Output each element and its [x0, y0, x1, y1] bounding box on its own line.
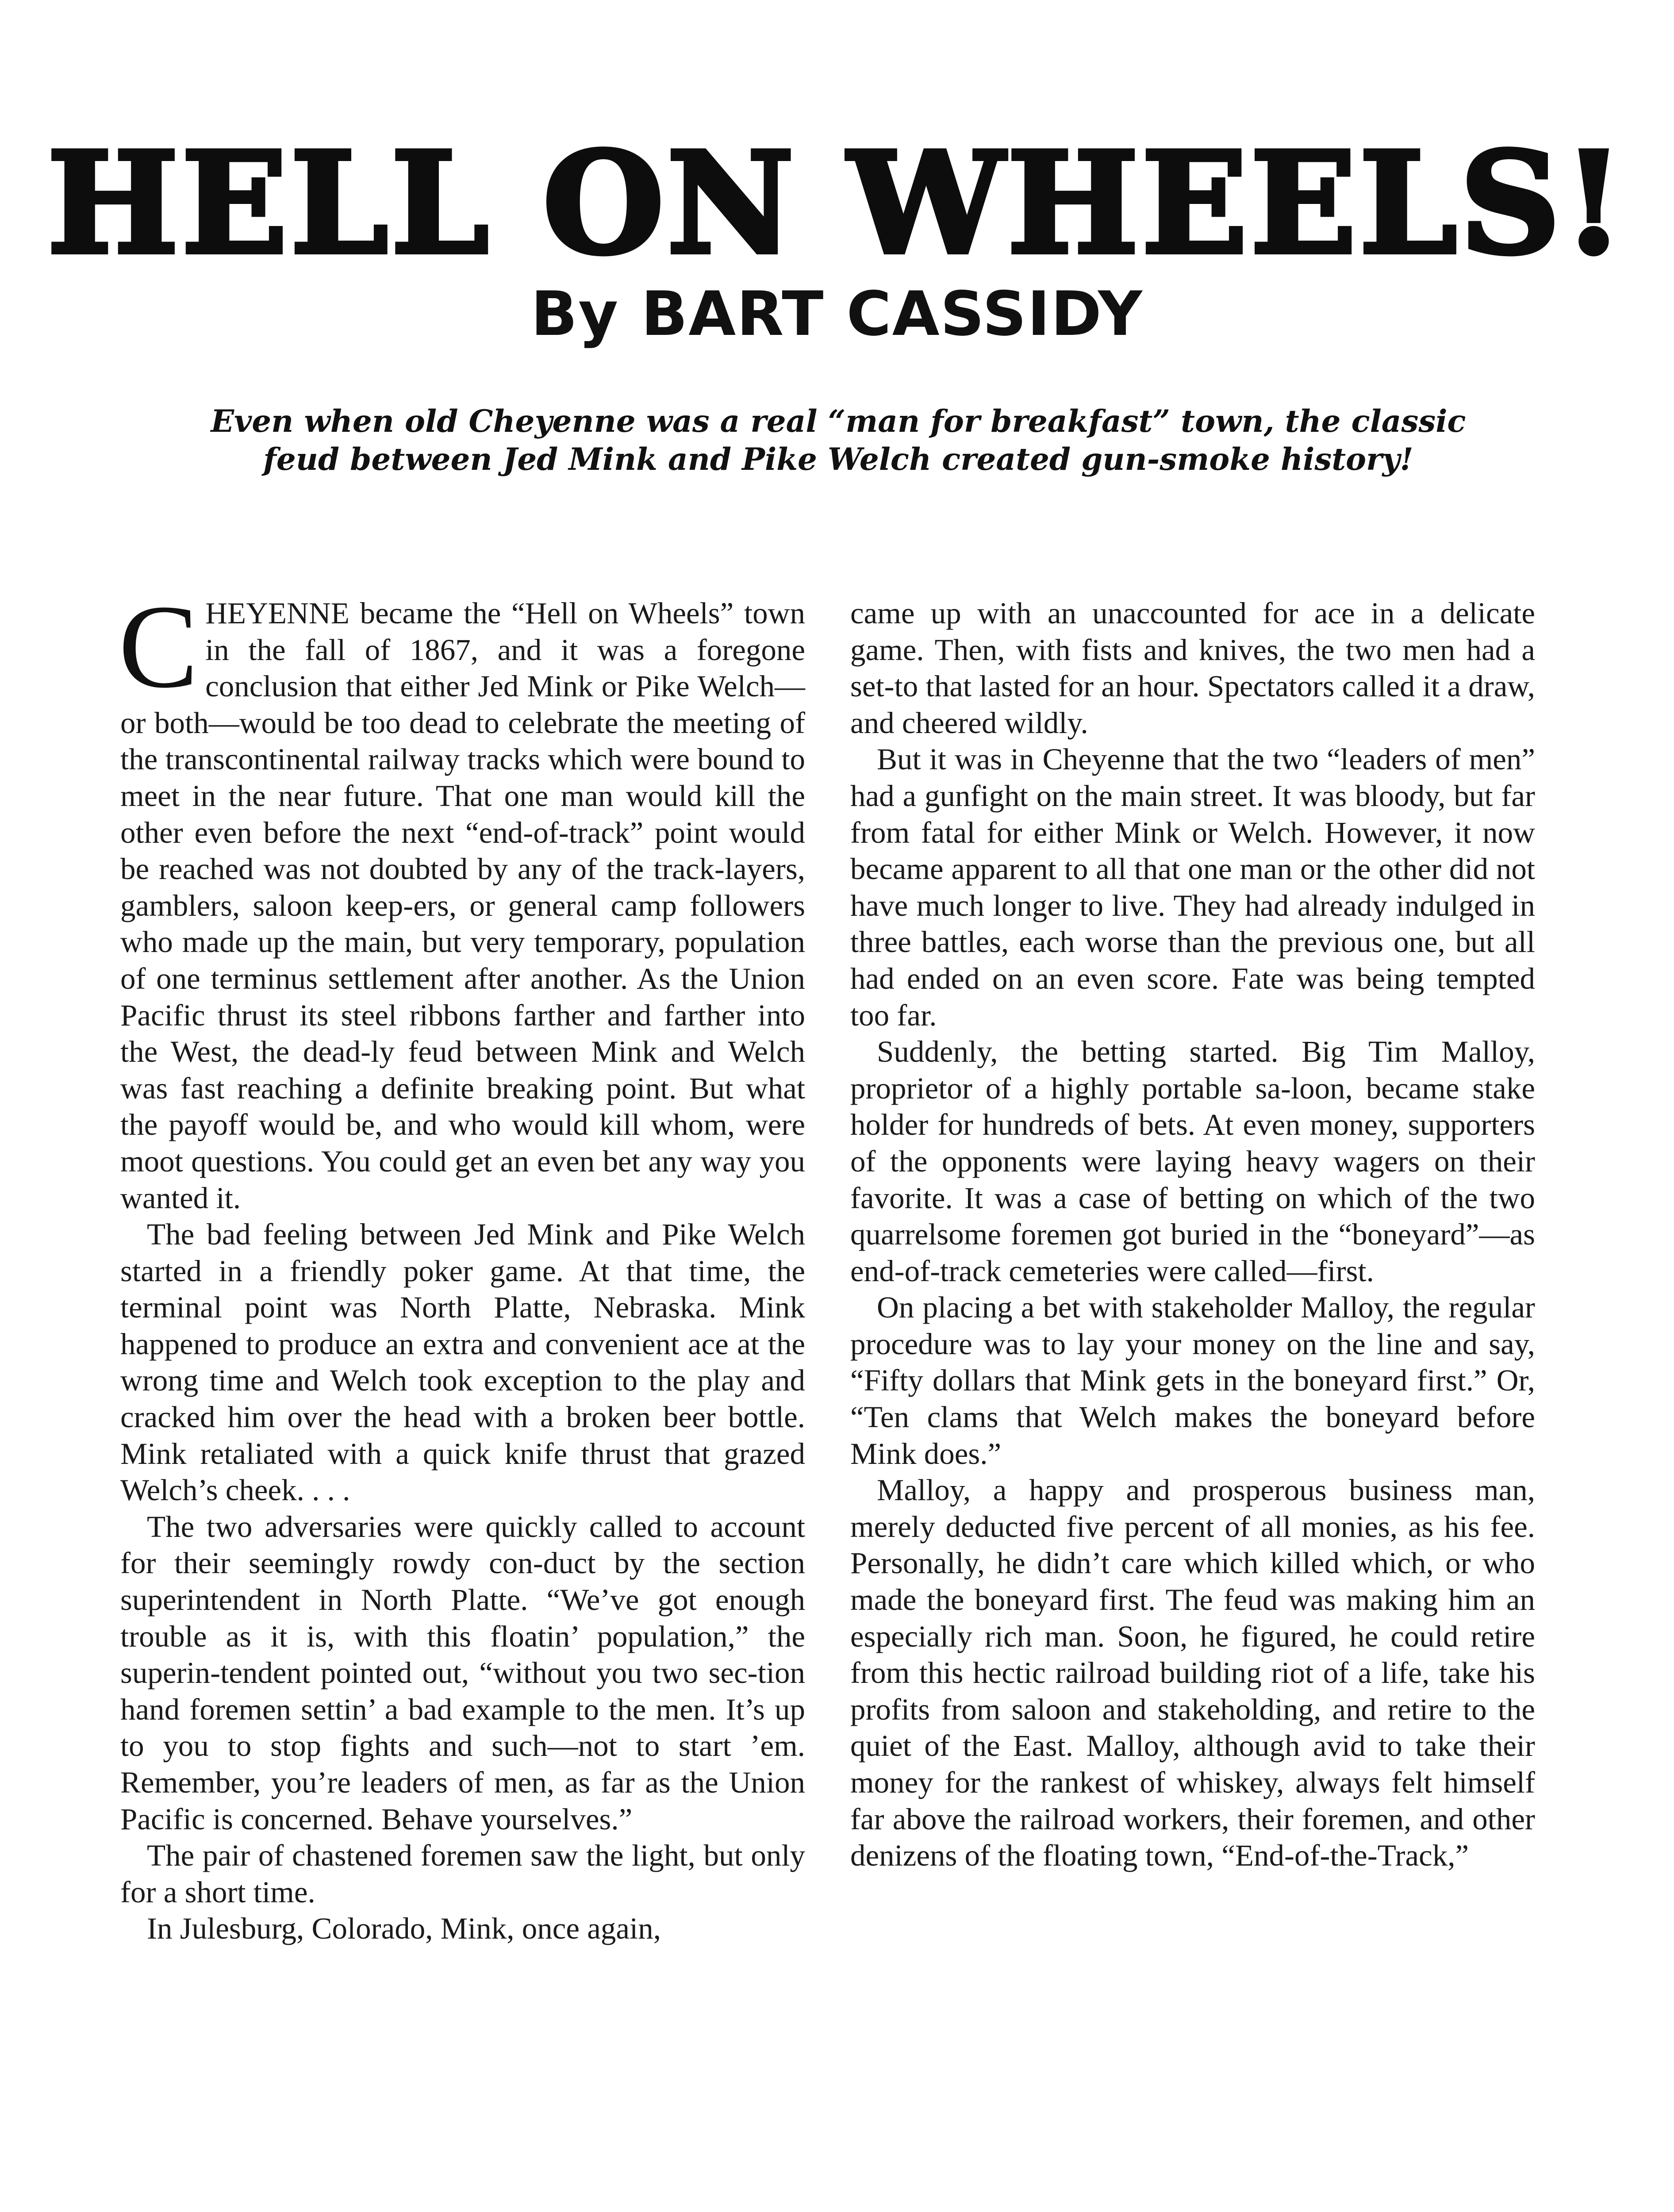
article-deck: Even when old Cheyenne was a real “man for breakfast” town, the classic feud between Jed Mink and Pike Welch created gun-smoke history! [211, 403, 1466, 477]
paragraph [119, 580, 805, 1216]
paragraph-text: HEYENNE became the “Hell on Wheels” town in the fall of 1867, and it was a foregone conclusion that either Jed Mink or Pike Welch—or both—would be too dead to celebrate the meeting of the transcontinental railway tracks which were bound to meet in the near future. That one man would kill the other even before the next “end-of-track” point would be reached was not doubted by any of the track-layers, gamblers, saloon keep-ers, or general camp followers who made up the main, but very temporary, population of one terminus settlement after another. As the Union Pacific thrust its steel ribbons farther and farther into the West, the dead-ly feud between Mink and Welch was fast reaching a definite breaking point. But what the payoff would be, and who would kill whom, were moot questions. You could get an even bet any way you wanted it. [120, 596, 805, 1215]
article-byline: By BART CASSIDY [531, 278, 1143, 349]
drop-cap: C [119, 580, 199, 713]
paragraph: The pair of chastened foremen saw the light, but only for a short time. [120, 1839, 805, 1909]
paragraph: The two adversaries were quickly called to account for their seemingly rowdy con-duct by the section superintendent in North Platte. “We’ve got enough trouble as it is, with this floatin’ population,” the superin-tendent pointed out, “without you two sec-tion hand foremen settin’ a bad example to the men. It’s up to you to stop fights and such—not to start ’em. Remember, you’re leaders of men, as far as the Union Pacific is concerned. Behave yourselves.” [120, 1509, 805, 1836]
paragraph: On placing a bet with stakeholder Malloy, the regular procedure was to lay your money on the line and say, “Fifty dollars that Mink gets in the boneyard first.” Or, “Ten clams that Welch makes the boneyard before Mink does.” [850, 1290, 1535, 1471]
paragraph: In Julesburg, Colorado, Mink, once again, [147, 1912, 661, 1946]
paragraph: Malloy, a happy and prosperous business man, merely deducted five percent of all monies, as his fee. Personally, he didn’t care which killed which, or who made the boneyard first. The feud was making him an especially rich man. Soon, he figured, he could retire from this hectic railroad building riot of a life, take his profits from saloon and stakeholding, and retire to the quiet of the East. Malloy, although avid to take their money for the rankest of whiskey, always felt himself far above the railroad workers, their foremen, and other denizens of the floating town, “End-of-the-Track,” [850, 1473, 1535, 1873]
paragraph: The bad feeling between Jed Mink and Pike Welch started in a friendly poker game. At that time, the terminal point was North Platte, Nebraska. Mink happened to produce an extra and convenient ace at the wrong time and Welch took exception to the play and cracked him over the head with a broken beer bottle. Mink retaliated with a quick knife thrust that grazed Welch’s cheek. . . . [120, 1217, 805, 1507]
paragraph: Suddenly, the betting started. Big Tim Malloy, proprietor of a highly portable sa-loon, became stake holder for hundreds of bets. At even money, supporters of the opponents were laying heavy wagers on their favorite. It was a case of betting on which of the two quarrelsome foremen got buried in the “boneyard”—as end-of-track cemeteries were called—first. [850, 1035, 1535, 1288]
right-column [850, 595, 1535, 1874]
paragraph: came up with an unaccounted for ace in a delicate game. Then, with fists and knives, the two men had a set-to that lasted for an hour. Spectators called it a draw, and cheered wildly. [850, 596, 1535, 740]
article-title: HELL ON WHEELS! [47, 122, 1627, 285]
paragraph: But it was in Cheyenne that the two “leaders of men” had a gunfight on the main street. It was bloody, but far from fatal for either Mink or Welch. However, it now became apparent to all that one man or the other did not have much longer to live. They had already indulged in three battles, each worse than the previous one, but all had ended on an even score. Fate was being tempted too far. [850, 742, 1535, 1032]
left-column [119, 580, 805, 1947]
